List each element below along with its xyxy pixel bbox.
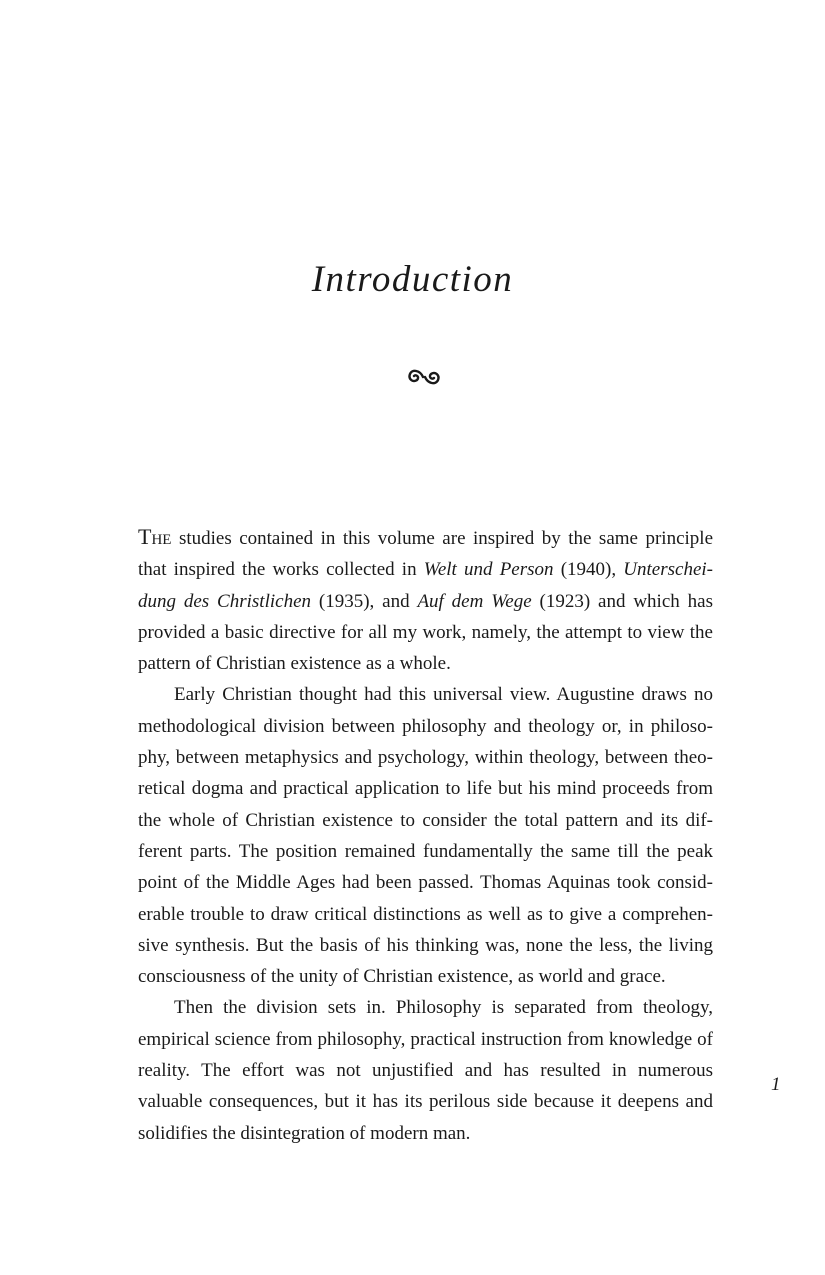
body-text bbox=[138, 521, 713, 1149]
page-number: 1 bbox=[771, 1074, 781, 1095]
text-run: (1923) and which has provided a basic directive for all my work, namely, the attempt to view the pattern of Christian existence as a whole. bbox=[138, 590, 713, 675]
paragraph-1 bbox=[138, 521, 713, 679]
lead-in-small-caps: The bbox=[138, 524, 172, 549]
chapter-title: Introduction bbox=[311, 259, 514, 300]
text-run: Early Christian thought had this universal view. Augustine draws no methodological division between philosophy and theology or, in philoso-phy, between metaphysics and psychology, within theology, between theo-retical dogma and practical application to life but his mind proceeds from the whole of Christian existence to consider the total pattern and its dif-ferent parts. The position remained fundamentally the same till the peak point of the Middle Ages had been passed. Thomas Aquinas took consid-erable trouble to draw critical distinctions as well as to give a comprehen-sive synthesis. But the basis of his thinking was, none the less, the living consciousness of the unity of Christian existence, as world and grace. bbox=[138, 684, 713, 988]
book-title-italic: Unterschei-dung des Christlichen bbox=[138, 559, 713, 612]
book-title-italic: Auf dem Wege bbox=[417, 590, 532, 612]
text-run: studies contained in this volume are inspired by the same principle that inspired the works collected in bbox=[138, 528, 713, 581]
paragraph-2 bbox=[138, 679, 713, 992]
fleuron-icon bbox=[404, 366, 444, 388]
book-title-italic: Welt und Person bbox=[423, 559, 554, 581]
text-run: (1940), bbox=[553, 559, 624, 581]
paragraph-3 bbox=[138, 992, 713, 1148]
text-run: Then the division sets in. Philosophy is separated from theology, empirical science from philosophy, practical instruction from knowledge of reality. The effort was not unjustified and has resulted in numerous valuable consequences, but it has its perilous side because it deepens and solidifies the disintegration of modern man. bbox=[138, 997, 713, 1144]
text-run: (1935), and bbox=[311, 590, 418, 612]
